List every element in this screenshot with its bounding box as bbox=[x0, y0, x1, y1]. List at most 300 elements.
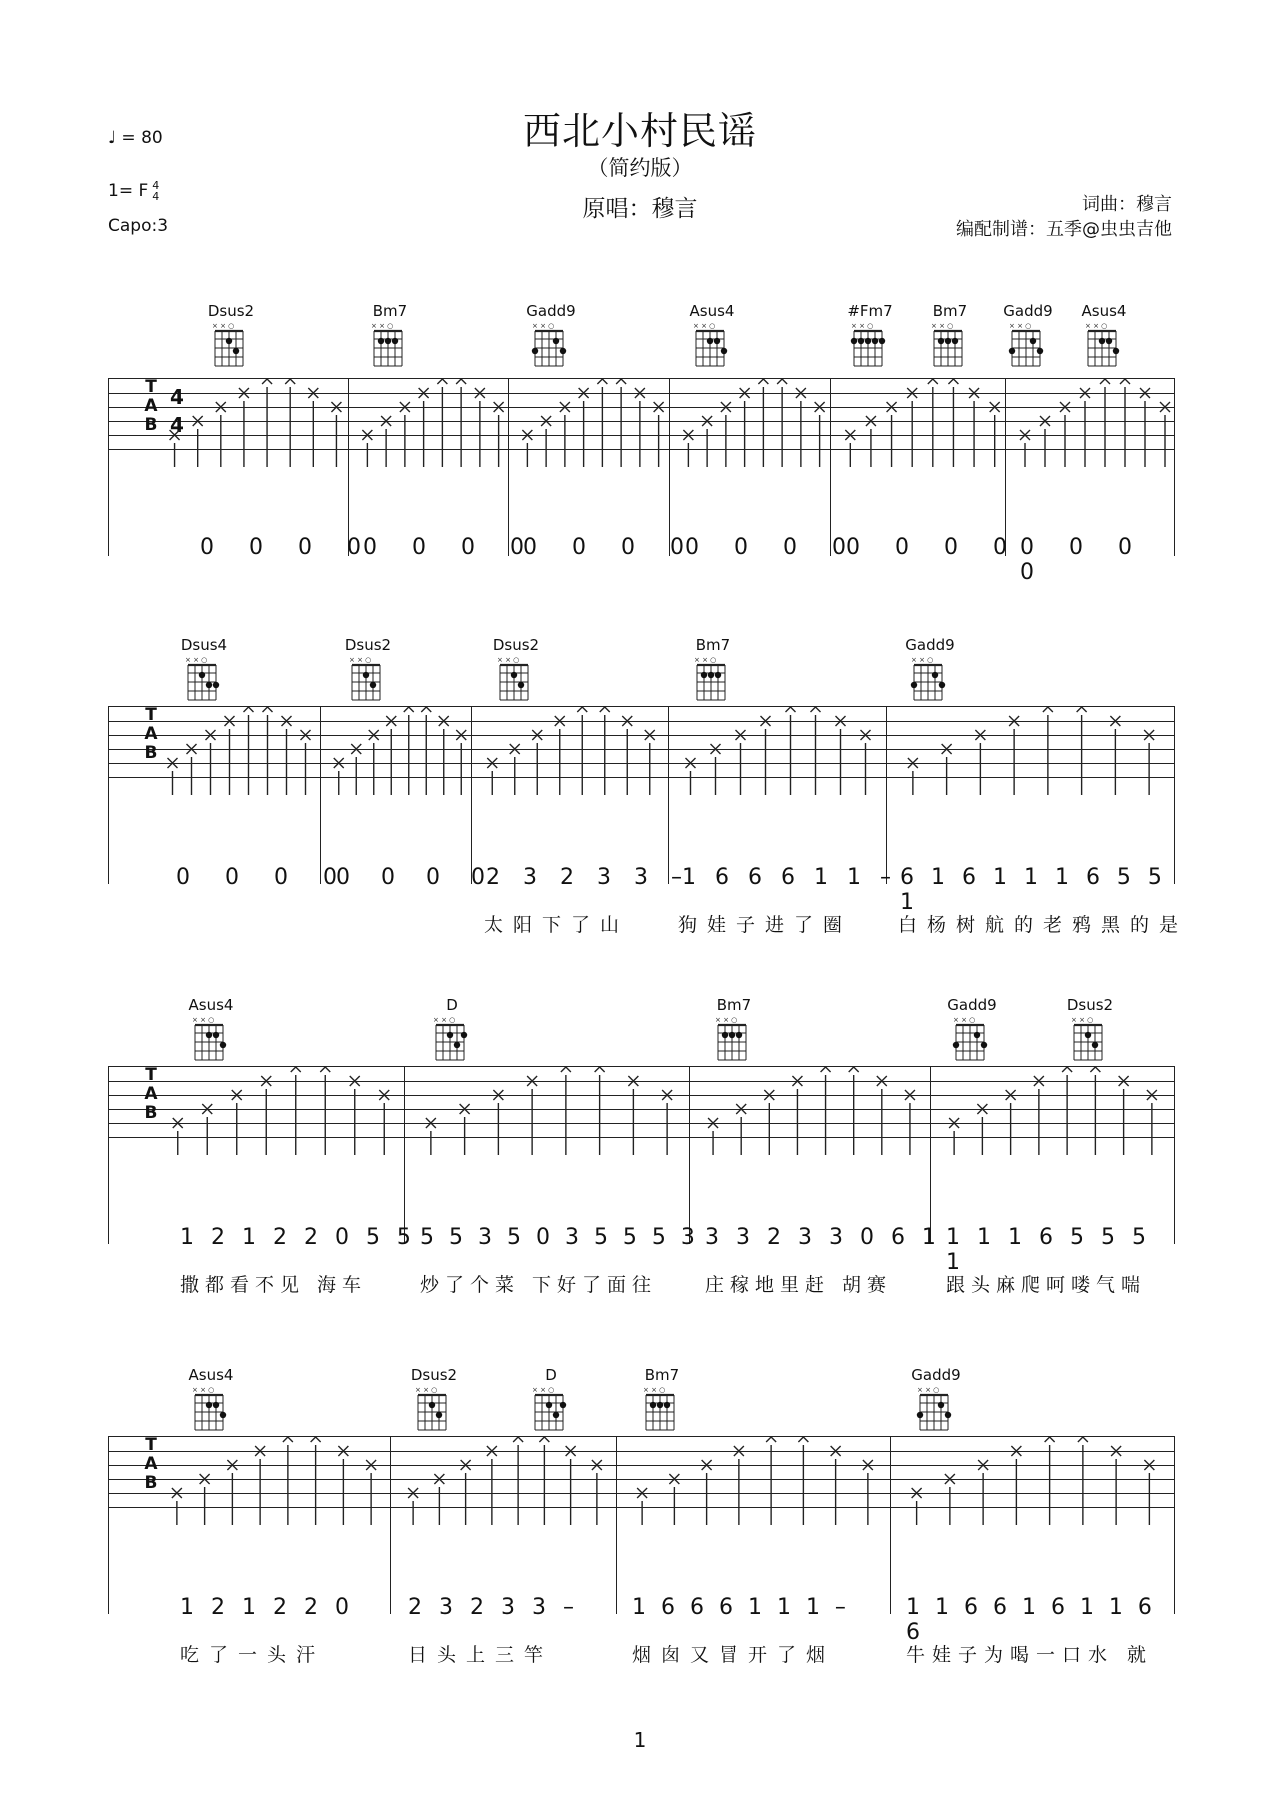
tab-note bbox=[866, 416, 876, 426]
chord-diagram bbox=[488, 636, 544, 704]
tab-note bbox=[1119, 1076, 1129, 1086]
tab-note bbox=[168, 758, 178, 768]
measure-numbers: 0 0 0 0 bbox=[200, 535, 375, 560]
tab-note bbox=[831, 1446, 841, 1456]
measure-numbers: 0 0 0 0 bbox=[336, 865, 497, 890]
tab-note bbox=[912, 1488, 922, 1498]
tab-note bbox=[758, 379, 768, 384]
chord-name: Gadd9 bbox=[947, 996, 997, 1014]
chord-diagram bbox=[685, 636, 741, 704]
tab-note bbox=[1043, 707, 1053, 712]
barline bbox=[390, 1436, 391, 1614]
barline bbox=[108, 1436, 109, 1614]
chord-grid bbox=[528, 1384, 574, 1434]
tab-note bbox=[683, 430, 693, 440]
tab-row-2 bbox=[108, 632, 1189, 936]
chord-diagram bbox=[176, 636, 232, 704]
tab-note bbox=[1040, 416, 1050, 426]
measure-numbers: 0 0 0 0 bbox=[176, 865, 351, 890]
lyric-line: 撒都看不见 海车 bbox=[180, 1274, 368, 1296]
key-signature bbox=[108, 180, 159, 202]
lyricist-composer: 词曲：穆言 bbox=[1082, 194, 1172, 215]
chord-name: Gadd9 bbox=[911, 1366, 961, 1384]
tab-note bbox=[1144, 730, 1154, 740]
chord-name: D bbox=[446, 996, 458, 1014]
barline bbox=[890, 1436, 891, 1614]
barline bbox=[1005, 378, 1006, 556]
tab-note bbox=[263, 707, 273, 712]
time-signature bbox=[152, 180, 159, 202]
chord-diagram bbox=[340, 636, 396, 704]
tab-note bbox=[1034, 1076, 1044, 1086]
tab-note bbox=[579, 388, 589, 398]
tab-note bbox=[334, 758, 344, 768]
barline bbox=[886, 706, 887, 884]
chord-grid bbox=[689, 320, 735, 370]
tab-note bbox=[622, 716, 632, 726]
tab-note bbox=[527, 1076, 537, 1086]
tab-note bbox=[686, 758, 696, 768]
measure-numbers: 0 0 0 0 bbox=[1020, 535, 1146, 585]
tab-note bbox=[863, 1460, 873, 1470]
tab-notes bbox=[108, 379, 1174, 489]
barline bbox=[108, 378, 109, 556]
tab-note bbox=[849, 1067, 859, 1072]
lyric-line: 吃了一头汗 bbox=[180, 1644, 326, 1666]
tab-note bbox=[308, 388, 318, 398]
tab-note bbox=[301, 730, 311, 740]
barline bbox=[348, 378, 349, 556]
measure-numbers: 3 3 2 3 3 0 6 1 bbox=[705, 1225, 941, 1250]
tab-note bbox=[1045, 1437, 1055, 1442]
tab-note bbox=[975, 730, 985, 740]
tab-note bbox=[456, 730, 466, 740]
tab-note bbox=[861, 730, 871, 740]
tab-note bbox=[1006, 1090, 1016, 1100]
tab-note bbox=[969, 388, 979, 398]
tab-note bbox=[645, 730, 655, 740]
tab-note bbox=[202, 1104, 212, 1114]
barline bbox=[1174, 378, 1175, 556]
lyric-line: 跟头麻爬呵喽气喘 bbox=[946, 1274, 1147, 1296]
tab-note bbox=[386, 716, 396, 726]
numbered-notation bbox=[108, 1595, 1174, 1645]
measure-numbers: 1 1 6 6 1 6 1 1 6 6 bbox=[906, 1595, 1156, 1645]
chord-grid bbox=[528, 320, 574, 370]
tab-note bbox=[561, 1067, 571, 1072]
tab-note bbox=[708, 1118, 718, 1128]
chord-name: Dsus2 bbox=[410, 1366, 458, 1384]
chord-grid bbox=[367, 320, 413, 370]
barline bbox=[508, 378, 509, 556]
tab-note bbox=[227, 1460, 237, 1470]
chord-grid bbox=[188, 1014, 234, 1064]
barline bbox=[830, 378, 831, 556]
barline bbox=[689, 1066, 690, 1244]
chord-name: Gadd9 bbox=[526, 302, 576, 320]
key-label: 1= F bbox=[108, 181, 149, 201]
tab-note bbox=[764, 1090, 774, 1100]
measure-numbers: 2 3 2 3 3 – bbox=[486, 865, 690, 890]
tab-note bbox=[928, 379, 938, 384]
tab-note bbox=[945, 1474, 955, 1484]
tab-note bbox=[379, 1090, 389, 1100]
chord-grid bbox=[913, 1384, 959, 1434]
chord-diagram bbox=[523, 302, 579, 370]
tab-note bbox=[702, 1460, 712, 1470]
time-bottom: 4 bbox=[152, 190, 160, 203]
barline bbox=[108, 1066, 109, 1244]
tab-note bbox=[662, 1090, 672, 1100]
tempo-marking: ♩ = 80 bbox=[108, 128, 163, 148]
measure-numbers: 0 0 0 0 bbox=[685, 535, 860, 560]
chord-diagram bbox=[203, 302, 259, 370]
tab-note bbox=[566, 1446, 576, 1456]
tab-note bbox=[560, 402, 570, 412]
tab-note bbox=[628, 1076, 638, 1086]
chord-name: Asus4 bbox=[1081, 302, 1127, 320]
tab-note bbox=[285, 379, 295, 384]
tab-note bbox=[408, 1488, 418, 1498]
measure-numbers: 1 2 1 2 2 0 bbox=[180, 1595, 354, 1620]
barline bbox=[930, 1066, 931, 1244]
tab-note bbox=[786, 707, 796, 712]
chord-grid bbox=[847, 320, 893, 370]
tab-clef: T A B bbox=[144, 377, 158, 435]
tab-note bbox=[1078, 1437, 1088, 1442]
barline bbox=[669, 378, 670, 556]
tab-note bbox=[600, 707, 610, 712]
tab-note bbox=[366, 1460, 376, 1470]
tab-note bbox=[381, 416, 391, 426]
tab-staff bbox=[108, 378, 1174, 451]
chord-diagram bbox=[183, 1366, 239, 1434]
tab-note bbox=[798, 1437, 808, 1442]
tab-note bbox=[1111, 1446, 1121, 1456]
chord-diagram bbox=[634, 1366, 690, 1434]
tab-note bbox=[1080, 388, 1090, 398]
tab-note bbox=[702, 416, 712, 426]
tab-note bbox=[949, 1118, 959, 1128]
tab-note bbox=[977, 1104, 987, 1114]
tab-note bbox=[942, 744, 952, 754]
chord-name: D bbox=[545, 1366, 557, 1384]
time-sig-bottom: 4 bbox=[170, 413, 184, 437]
chord-grid bbox=[907, 654, 953, 704]
tab-clef: T A B bbox=[144, 1065, 158, 1123]
measure-numbers: 0 0 0 0 bbox=[363, 535, 538, 560]
tab-note bbox=[736, 730, 746, 740]
song-title: 西北小村民谣 bbox=[522, 109, 757, 153]
tab-note bbox=[419, 388, 429, 398]
tab-note bbox=[1100, 379, 1110, 384]
tab-note bbox=[736, 1104, 746, 1114]
tab-note bbox=[320, 1067, 330, 1072]
lyric-line: 牛娃子为喝一口水 就 bbox=[906, 1644, 1154, 1666]
chord-diagram bbox=[684, 302, 740, 370]
tab-note bbox=[836, 716, 846, 726]
tab-note bbox=[734, 1446, 744, 1456]
tab-note bbox=[522, 430, 532, 440]
barline bbox=[320, 706, 321, 884]
tab-note bbox=[487, 758, 497, 768]
tab-note bbox=[555, 716, 565, 726]
tab-note bbox=[905, 1090, 915, 1100]
tab-note bbox=[1062, 1067, 1072, 1072]
tab-note bbox=[291, 1067, 301, 1072]
tab-note bbox=[990, 402, 1000, 412]
chord-grid bbox=[345, 654, 391, 704]
tab-note bbox=[239, 388, 249, 398]
measure-numbers: 1 6 6 6 1 1 1 – bbox=[632, 1595, 850, 1620]
tab-note bbox=[261, 1076, 271, 1086]
lyric-line: 日头上三竿 bbox=[408, 1644, 554, 1666]
tab-row-3 bbox=[108, 992, 1174, 1296]
chord-diagram bbox=[706, 996, 762, 1064]
tab-note bbox=[351, 744, 361, 754]
chord-name: Gadd9 bbox=[1003, 302, 1053, 320]
tab-note bbox=[173, 1118, 183, 1128]
chord-diagram bbox=[1076, 302, 1132, 370]
tab-note bbox=[811, 707, 821, 712]
tab-note bbox=[475, 388, 485, 398]
tab-note bbox=[437, 379, 447, 384]
measure-numbers: 5 5 3 5 0 3 5 5 5 3 bbox=[420, 1225, 699, 1250]
tab-note bbox=[255, 1446, 265, 1456]
barline bbox=[404, 1066, 405, 1244]
tab-note bbox=[1160, 402, 1170, 412]
tab-note bbox=[796, 388, 806, 398]
tab-note bbox=[282, 716, 292, 726]
tab-note bbox=[711, 744, 721, 754]
tab-note bbox=[669, 1474, 679, 1484]
chord-name: Bm7 bbox=[716, 996, 752, 1014]
tab-note bbox=[637, 1488, 647, 1498]
tab-staff bbox=[108, 706, 1174, 779]
chord-name: Asus4 bbox=[188, 1366, 234, 1384]
tab-note bbox=[908, 758, 918, 768]
chord-grid bbox=[949, 1014, 995, 1064]
tab-note bbox=[311, 1437, 321, 1442]
chord-diagram bbox=[908, 1366, 964, 1434]
page-number: 1 bbox=[633, 1728, 647, 1752]
tab-note bbox=[338, 1446, 348, 1456]
lyric-line: 太阳下了山 bbox=[484, 914, 630, 936]
tab-note bbox=[400, 402, 410, 412]
chord-grid bbox=[1081, 320, 1127, 370]
tab-note bbox=[493, 1090, 503, 1100]
chord-name: Asus4 bbox=[689, 302, 735, 320]
tab-row-4 bbox=[108, 1362, 1174, 1666]
barline bbox=[1174, 706, 1175, 884]
time-top: 4 bbox=[152, 179, 160, 192]
lyric-line: 狗娃子进了圈 bbox=[678, 914, 853, 936]
tab-note bbox=[513, 1437, 523, 1442]
tab-note bbox=[1144, 1460, 1154, 1470]
chord-diagram bbox=[922, 302, 978, 370]
tab-note bbox=[172, 1488, 182, 1498]
tab-staff bbox=[108, 1436, 1174, 1509]
tab-note bbox=[1140, 388, 1150, 398]
song-subtitle: （简约版） bbox=[587, 156, 693, 180]
chord-grid bbox=[711, 1014, 757, 1064]
chord-grid bbox=[493, 654, 539, 704]
tab-note bbox=[887, 402, 897, 412]
tab-note bbox=[193, 416, 203, 426]
tab-note bbox=[761, 716, 771, 726]
chord-diagram bbox=[1062, 996, 1118, 1064]
chord-diagram bbox=[406, 1366, 462, 1434]
tab-note bbox=[1110, 716, 1120, 726]
tab-note bbox=[350, 1076, 360, 1086]
measure-numbers: 1 2 1 2 2 0 5 5 bbox=[180, 1225, 416, 1250]
tab-note bbox=[283, 1437, 293, 1442]
tab-note bbox=[262, 379, 272, 384]
tab-note bbox=[1011, 1446, 1021, 1456]
time-sig-top: 4 bbox=[170, 385, 184, 409]
chord-grid bbox=[639, 1384, 685, 1434]
measure-numbers: 0 0 0 0 bbox=[523, 535, 698, 560]
tab-notes bbox=[108, 707, 1174, 817]
barline bbox=[1174, 1066, 1175, 1244]
barline bbox=[668, 706, 669, 884]
chord-grid bbox=[429, 1014, 475, 1064]
barline bbox=[616, 1436, 617, 1614]
chord-diagram bbox=[842, 302, 898, 370]
tab-note bbox=[362, 430, 372, 440]
chord-diagram bbox=[362, 302, 418, 370]
tab-notes bbox=[108, 1067, 1174, 1177]
tab-note bbox=[595, 1067, 605, 1072]
tab-notes bbox=[108, 1437, 1174, 1547]
chord-name: Dsus2 bbox=[344, 636, 392, 654]
chord-name: #Fm7 bbox=[847, 302, 893, 320]
chord-grid bbox=[927, 320, 973, 370]
tab-note bbox=[597, 379, 607, 384]
chord-grid bbox=[411, 1384, 457, 1434]
barline bbox=[1174, 1436, 1175, 1614]
chord-name: Bm7 bbox=[644, 1366, 680, 1384]
tab-note bbox=[1090, 1067, 1100, 1072]
numbered-notation bbox=[108, 1225, 1174, 1275]
tab-note bbox=[1020, 430, 1030, 440]
tab-note bbox=[1077, 707, 1087, 712]
tab-note bbox=[494, 402, 504, 412]
chord-name: Bm7 bbox=[932, 302, 968, 320]
numbered-notation bbox=[108, 535, 1174, 585]
tab-note bbox=[404, 707, 414, 712]
chord-grid bbox=[181, 654, 227, 704]
tab-clef: T A B bbox=[144, 1435, 158, 1493]
chord-name: Asus4 bbox=[188, 996, 234, 1014]
tab-note bbox=[978, 1460, 988, 1470]
chord-name: Gadd9 bbox=[905, 636, 955, 654]
chord-grid bbox=[1067, 1014, 1113, 1064]
tab-note bbox=[439, 716, 449, 726]
chord-diagram bbox=[902, 636, 958, 704]
tab-note bbox=[1060, 402, 1070, 412]
chord-name: Dsus2 bbox=[207, 302, 255, 320]
tab-note bbox=[948, 379, 958, 384]
tab-note bbox=[792, 1076, 802, 1086]
tab-note bbox=[461, 1460, 471, 1470]
tab-note bbox=[541, 416, 551, 426]
tab-note bbox=[331, 402, 341, 412]
tab-note bbox=[232, 1090, 242, 1100]
tab-note bbox=[434, 1474, 444, 1484]
tab-note bbox=[200, 1474, 210, 1484]
tab-note bbox=[654, 402, 664, 412]
tab-note bbox=[877, 1076, 887, 1086]
chord-name: Bm7 bbox=[695, 636, 731, 654]
chord-name: Dsus4 bbox=[180, 636, 228, 654]
chord-diagram bbox=[183, 996, 239, 1064]
measure-numbers: 1 1 1 6 5 5 5 1 bbox=[946, 1225, 1151, 1275]
tab-note bbox=[244, 707, 254, 712]
tab-note bbox=[1120, 379, 1130, 384]
numbered-notation bbox=[108, 865, 1174, 915]
tab-note bbox=[635, 388, 645, 398]
lyric-line: 炒了个菜 下好了面往 bbox=[420, 1274, 658, 1296]
tab-note bbox=[225, 716, 235, 726]
measure-numbers: 2 3 2 3 3 – bbox=[408, 1595, 579, 1620]
measure-numbers: 0 0 0 0 bbox=[846, 535, 1021, 560]
barline bbox=[108, 706, 109, 884]
chord-diagram bbox=[1000, 302, 1056, 370]
tab-note bbox=[821, 1067, 831, 1072]
chord-grid bbox=[208, 320, 254, 370]
chord-diagram bbox=[424, 996, 480, 1064]
tab-note bbox=[777, 379, 787, 384]
chord-diagram bbox=[944, 996, 1000, 1064]
measure-numbers: 6 1 6 1 1 1 6 5 5 1 bbox=[900, 865, 1167, 915]
tab-clef: T A B bbox=[144, 705, 158, 763]
tab-note bbox=[532, 730, 542, 740]
tab-note bbox=[456, 379, 466, 384]
original-singer: 原唱：穆言 bbox=[582, 196, 698, 222]
chord-grid bbox=[188, 1384, 234, 1434]
tab-note bbox=[170, 430, 180, 440]
chord-name: Dsus2 bbox=[492, 636, 540, 654]
lyric-line: 白杨树航的老鸦黑的是 bbox=[898, 914, 1189, 936]
tab-note bbox=[510, 744, 520, 754]
tab-staff bbox=[108, 1066, 1174, 1139]
tab-note bbox=[721, 402, 731, 412]
tab-note bbox=[577, 707, 587, 712]
tab-note bbox=[616, 379, 626, 384]
tab-note bbox=[421, 707, 431, 712]
tab-note bbox=[426, 1118, 436, 1128]
chord-grid bbox=[690, 654, 736, 704]
tab-note bbox=[216, 402, 226, 412]
tab-note bbox=[1009, 716, 1019, 726]
tab-note bbox=[1147, 1090, 1157, 1100]
tab-note bbox=[187, 744, 197, 754]
tab-note bbox=[487, 1446, 497, 1456]
barline bbox=[471, 706, 472, 884]
tab-note bbox=[539, 1437, 549, 1442]
tab-note bbox=[907, 388, 917, 398]
lyric-line: 烟囱又冒开了烟 bbox=[632, 1644, 836, 1666]
chord-grid bbox=[1005, 320, 1051, 370]
tab-note bbox=[845, 430, 855, 440]
tab-note bbox=[369, 730, 379, 740]
tab-note bbox=[740, 388, 750, 398]
tab-note bbox=[206, 730, 216, 740]
tab-note bbox=[766, 1437, 776, 1442]
chord-name: Bm7 bbox=[372, 302, 408, 320]
tab-row-1 bbox=[108, 290, 1174, 585]
